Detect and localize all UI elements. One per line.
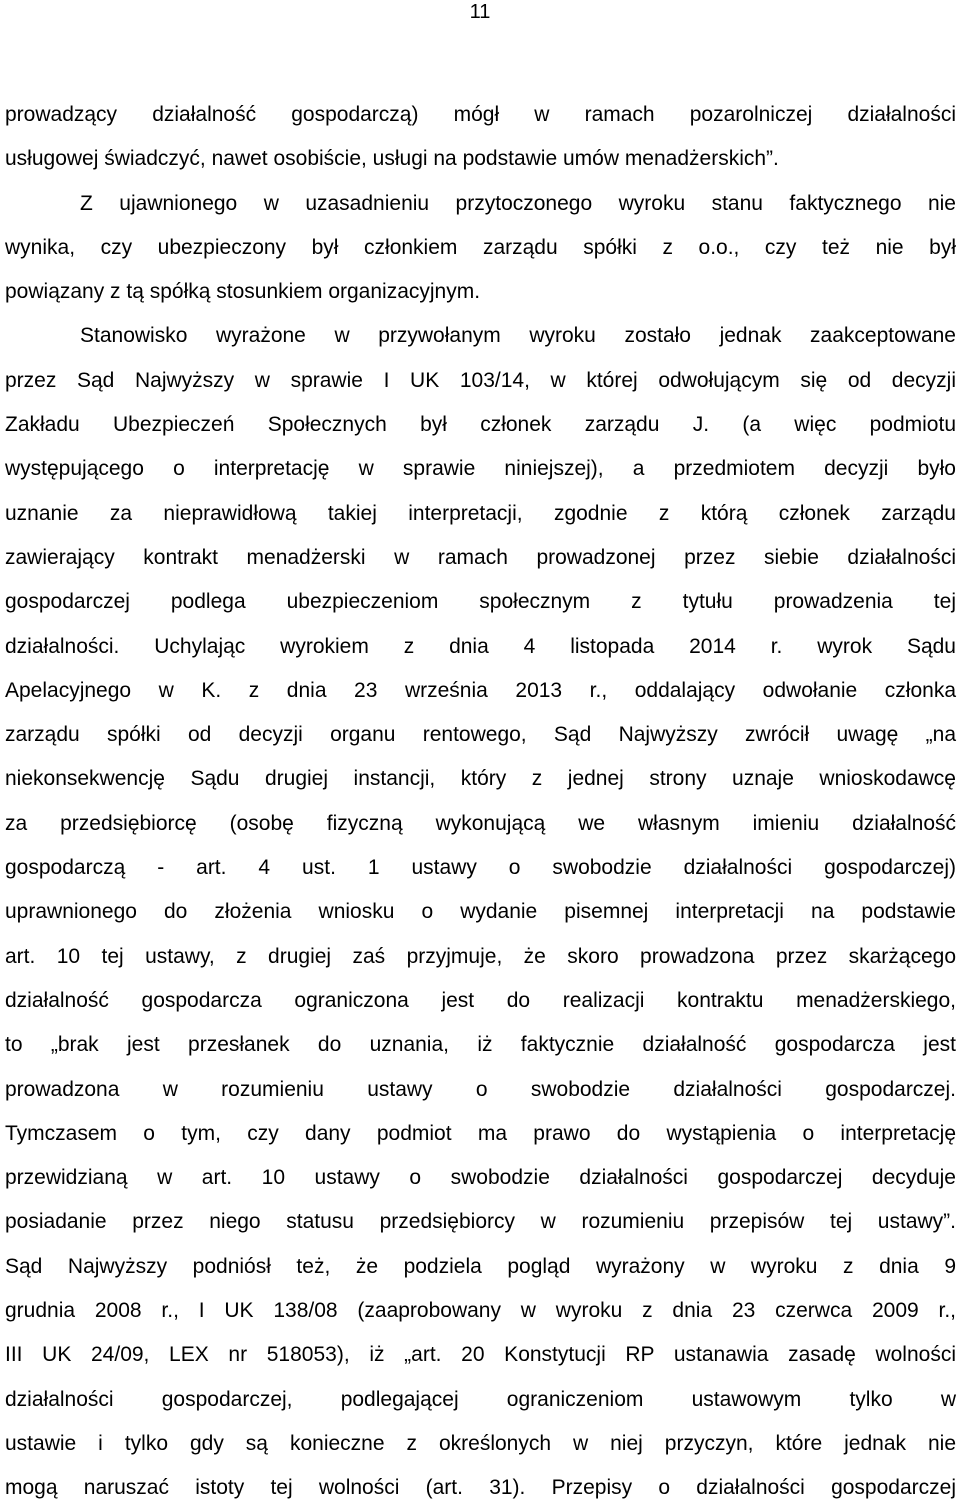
text-line: występującego o interpretację w sprawie niniejszej), a przedmiotem decyzji było <box>5 457 956 481</box>
text-line: przewidzianą w art. 10 ustawy o swobodzie działalności gospodarczej decyduje <box>5 1166 956 1190</box>
text-line: posiadanie przez niego statusu przedsiębiorcy w rozumieniu przepisów tej ustawy”. <box>5 1210 956 1234</box>
text-line: ustawie i tylko gdy są konieczne z określonych w niej przyczyn, które jednak nie <box>5 1431 956 1455</box>
text-line: działalność gospodarcza ograniczona jest do realizacji kontraktu menadżerskiego, <box>5 988 956 1012</box>
text-line: uznanie za nieprawidłową takiej interpretacji, zgodnie z którą członek zarządu <box>5 501 956 525</box>
text-line: powiązany z tą spółką stosunkiem organizacyjnym. <box>5 280 481 304</box>
text-line: III UK 24/09, LEX nr 518053), iż „art. 20 Konstytucji RP ustanawia zasadę wolności <box>5 1343 956 1367</box>
text-line: prowadzący działalność gospodarczą) mógł w ramach pozarolniczej działalności <box>5 103 956 126</box>
text-line: gospodarczą - art. 4 ust. 1 ustawy o swobodzie działalności gospodarczej) <box>5 856 956 880</box>
text-line: działalności gospodarczej, podlegającej ograniczeniom ustawowym tylko w <box>5 1387 956 1411</box>
text-line: Tymczasem o tym, czy dany podmiot ma prawo do wystąpienia o interpretację <box>5 1121 956 1145</box>
text-line: Z ujawnionego w uzasadnieniu przytoczonego wyroku stanu faktycznego nie <box>80 191 956 215</box>
text-line: zarządu spółki od decyzji organu rentowego, Sąd Najwyższy zwrócił uwagę „na <box>5 723 956 747</box>
text-line: gospodarczej podlega ubezpieczeniom społecznym z tytułu prowadzenia tej <box>5 590 956 614</box>
text-line: prowadzona w rozumieniu ustawy o swobodzie działalności gospodarczej. <box>5 1077 956 1101</box>
text-line: działalności. Uchylając wyrokiem z dnia 4 listopada 2014 r. wyrok Sądu <box>5 634 956 658</box>
text-line: usługowej świadczyć, nawet osobiście, usługi na podstawie umów menadżerskich”. <box>5 147 779 171</box>
text-line: zawierający kontrakt menadżerski w ramach prowadzonej przez siebie działalności <box>5 545 956 569</box>
text-line: Sąd Najwyższy podniósł też, że podziela pogląd wyrażony w wyroku z dnia 9 <box>5 1254 956 1278</box>
text-line: to „brak jest przesłanek do uznania, iż faktycznie działalność gospodarcza jest <box>5 1033 956 1057</box>
text-line: Stanowisko wyrażone w przywołanym wyroku zostało jednak zaakceptowane <box>80 324 956 348</box>
text-line: Apelacyjnego w K. z dnia 23 września 2013 r., oddalający odwołanie członka <box>5 678 956 702</box>
text-line: niekonsekwencję Sądu drugiej instancji, który z jednej strony uznaje wnioskodawcę <box>5 767 956 791</box>
body-text <box>5 93 956 1511</box>
text-line: mogą naruszać istoty tej wolności (art. 31). Przepisy o działalności gospodarczej <box>5 1476 956 1500</box>
text-line: Zakładu Ubezpieczeń Społecznych był członek zarządu J. (a więc podmiotu <box>5 413 956 437</box>
text-line: przez Sąd Najwyższy w sprawie I UK 103/14, w której odwołującym się od decyzji <box>5 368 956 392</box>
text-line: za przedsiębiorcę (osobę fizyczną wykonującą we własnym imieniu działalność <box>5 811 956 835</box>
text-line: wynika, czy ubezpieczony był członkiem zarządu spółki z o.o., czy też nie był <box>5 235 956 259</box>
page-number: 11 <box>469 1 491 23</box>
text-line: grudnia 2008 r., I UK 138/08 (zaaprobowany w wyroku z dnia 23 czerwca 2009 r., <box>5 1299 956 1323</box>
text-line: art. 10 tej ustawy, z drugiej zaś przyjmuje, że skoro prowadzona przez skarżącego <box>5 944 956 968</box>
text-line: uprawnionego do złożenia wniosku o wydanie pisemnej interpretacji na podstawie <box>5 900 956 924</box>
